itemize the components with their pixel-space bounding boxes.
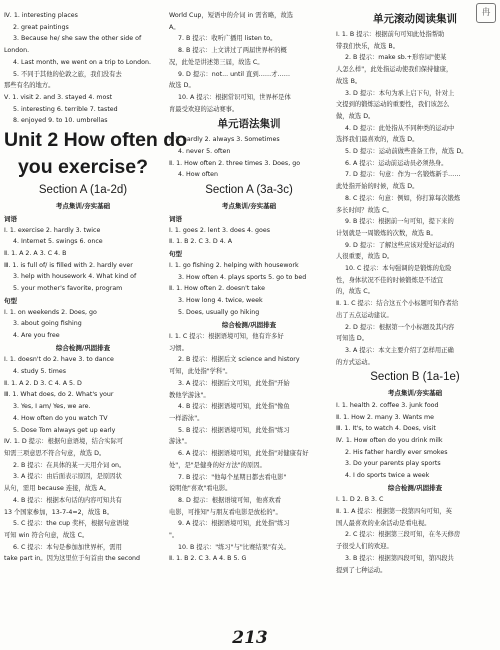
answer-line: 6. C 提示：本句是参加加世界杯，需用 [13,543,122,551]
answer-line: 9. B 提示：根据前一句可知，提下来的 [345,218,454,226]
answer-line: 说明他"喜欢"看电影。 [169,485,232,493]
answer-line: 6. A 提示：根据语境可知，此处指"对健康有好 [178,450,309,458]
unit-title: you exercise? [17,156,149,179]
answer-line: Ⅱ. 1. A 2. D 3. C 4. A 5. D [4,379,82,387]
exercise-banner: 考点集训/夯实基础 [55,202,111,211]
answer-line: 5. D 提示：运动前做些准备工作，故选 D。 [345,148,468,156]
answer-line: Ⅱ. 1. How 2. many 3. Wants me [336,413,435,421]
answer-line: 带我们快乐，故选 B。 [336,42,399,50]
answer-line: Ⅴ. 1. visit 2. and 3. stayed 4. most [4,93,113,101]
answer-line: 3. A 提示：本文主要介绍了怎样用正确 [345,346,454,354]
answer-line: 2. B 提示：make sb.+形容词"使某 [345,54,447,62]
answer-line: 那些有名的地方。 [4,82,55,90]
answer-line: 10. B 提示："练习"与"比赛结果"有关。 [178,543,290,551]
answer-line: 3. B 提示：根据第四段可知，第四段共 [345,554,454,562]
answer-line: Ⅱ. 1. B 2. C 3. A 4. B 5. G [169,555,247,563]
exercise-banner: 综合检测/巩固排查 [221,320,277,329]
exercise-banner: 综合检测/巩固排查 [55,343,111,352]
answer-column-right [336,10,494,622]
answer-line: Ⅲ. 1. What does, do 2. What's your [4,391,114,399]
answer-line: 2. great paintings [13,23,69,31]
answer-line: 4. I do sports twice a week [345,472,430,480]
corner-logo-mark: 冉 [476,3,496,23]
answer-line: Ⅱ. 1. How often 2. doesn't take [169,285,265,293]
answer-line: 5. C 提示：the cup 奖杯，根据句意语境 [13,520,129,528]
answer-line: 4. study 5. times [13,368,66,376]
answer-line: 2. His father hardly ever smokes [345,448,448,456]
answer-line: 5. Dose Tom always get up early [13,426,116,434]
answer-line: 的，故选 C。 [336,288,374,296]
section-heading: 单元滚动阅读集训 [373,13,457,25]
answer-line: 选择我们最喜欢的，故选 D。 [336,136,419,144]
category-label: 词语 [169,214,182,223]
answer-line: World Cup，短语中的介词 in 需省略，故选 [169,12,294,19]
answer-line: 3. about going fishing [13,320,82,328]
answer-line: 游泳"。 [169,438,191,446]
section-subtitle: Section B (1a-1e) [370,371,460,384]
answer-line: London. [4,47,30,55]
answer-line: 计划就是一周锻炼的次数，故选 B。 [336,229,437,237]
answer-line: Ⅱ. 1. B 2. C 3. D 4. A [169,238,233,246]
answer-line: take part in。因为这里位于句首由 the second [4,555,141,563]
category-label: 句型 [169,250,182,259]
answer-line: 5. interesting 6. terrible 7. tasted [13,105,118,113]
answer-line: 5. B 提示：根据语境可知，此处指"练习 [178,426,290,434]
answer-line: Ⅱ. 1. A 2. A 3. C 4. B [4,249,67,257]
answer-line: 从句，需用 because 连接，故选 A。 [4,485,110,493]
answer-line: 10. C 提示：本句强调的是锻炼的危险 [345,265,452,273]
answer-line: 3. How long 4. twice, week [178,297,263,305]
answer-line: 3. D 提示：本句为承上启下句，针对上 [345,89,455,97]
answer-line: 2. B 提示：根据后文 science and history [178,356,300,364]
answer-line: 故选 D。 [169,82,195,90]
answer-line: 13 个国家参加，13-7-4=2，故选 B。 [4,508,114,516]
answer-line: 3. A 提示：由后面表示原因，是原因状 [13,473,122,481]
answer-line: 3. help with housework 4. What kind of [13,273,137,281]
answer-line: 7. D 提示：句意：作为一名锻炼新手…… [345,171,461,179]
answer-line: Ⅱ. 1. How often 2. three times 3. Does, go [169,159,301,167]
answer-line: Ⅰ. 1. B 提示：根据前句可知此处指帮助 [336,31,445,38]
answer-line: 国人最喜欢的业余活动是看电视。 [336,519,431,527]
answer-line: 可知，此处指"学科"。 [169,368,232,376]
answer-line: Ⅰ. 1. goes 2. lent 3. does 4. goes [169,226,270,234]
answer-line: 4. B 提示：根据语境可知，此处指"像鱼 [178,403,290,411]
answer-line: 提到了七种运动。 [336,566,387,574]
answer-line: 4. Are you free [13,332,60,340]
answer-line: 8. C 提示：句意：例如，你打算每次锻炼 [345,194,461,202]
answer-line: 习惯。 [169,344,188,352]
answer-line: 5. Does, usually go hiking [178,308,260,316]
answer-column-middle [169,10,329,622]
answer-line: 9. A 提示：根据语境可知，此处指"练习 [178,520,290,528]
answer-line: 处"，是"是健身的好方法"的原因。 [169,461,266,469]
answer-line: Ⅰ. 1. D 2. B 3. C [336,496,384,504]
answer-line: 9. D 提示：了解这些应该对爱好运动的 [345,241,455,249]
answer-line: Ⅰ. 1. go fishing 2. helping with housework [169,262,299,270]
answer-line: Ⅰ. 1. C 提示：根据语境可知，他有许多好 [169,333,284,341]
answer-line: Ⅱ. 1. C 提示：结合这五个小标题可知作者给 [336,300,459,308]
section-subtitle: Section A (3a-3c) [205,184,293,197]
answer-line: 电影，可推知"与朋友看电影是放松的"。 [169,508,282,516]
answer-line: 育最受欢迎的运动赛事。 [169,105,239,113]
answer-line: 3. Yes, I am/ Yes, we are. [13,403,91,411]
answer-line: 4. Internet 5. swings 6. once [13,238,103,246]
answer-line: 7. B 提示：收听广播用 listen to。 [178,35,277,43]
answer-line: 8. D 提示：根据语境可知，他喜欢看 [178,496,282,504]
unit-title: Unit 2 How often do [4,129,188,152]
answer-line: 的方式运动。 [336,358,374,366]
answer-line: Ⅰ. 1. doesn't do 2. have 3. to dance [4,356,114,364]
section-heading: 单元语法集训 [217,118,281,131]
answer-line: Ⅲ. 1. is full of/ is filled with 2. hardly ever [4,261,133,269]
answer-line: 可知 win 符合句意，故选 C。 [4,531,89,539]
answer-line: 4. B 提示：根据本句话的内容可知共有 [13,496,122,504]
answer-line: Ⅳ. 1. D 提示：根据句意语境，结合实际可 [4,438,124,446]
answer-line: Ⅱ. 1. A 提示：根据第一段第四句可知，英 [336,508,452,516]
answer-line: 此处指开始的时候，故选 D。 [336,183,419,191]
answer-line: 人怎么样"，此处指运动使我们保持健康， [336,66,453,74]
answer-line: 4. How often [178,171,219,179]
answer-line: 3. Do your parents play sports [345,460,441,468]
answer-line: 知需三项意思不符合句意，故选 D。 [4,449,106,457]
answer-line: Ⅳ. 1. How often do you drink milk [336,437,443,444]
answer-line: 5. your mother's favorite, program [13,285,123,293]
answer-line: 6. A 提示：运动前运动员必须热身。 [345,159,448,167]
answer-line: 人很重要，故选 D。 [336,253,394,261]
answer-line: 3. A 提示：根据后文可知，此处指"开始 [178,379,290,387]
answer-line: 性，身体状况不佳的时候锻炼是不适宜 [336,276,444,284]
answer-line: 7. B 提示："他每个星期日都去看电影" [178,473,287,481]
answer-line: 出了五点运动建议。 [336,311,393,319]
exercise-banner: 综合检测/巩固排查 [387,483,443,492]
answer-line: 一样游泳"。 [169,414,204,422]
answer-line: 5. 不同于其他的伦敦之旅，我们没有去 [13,70,122,78]
answer-line: 8. B 提示：上文讲过了两届世界杯的概 [178,47,287,55]
answer-line: Ⅰ. 1. hardly 2. always 3. Sometimes [169,136,280,144]
answer-line: 况，此处是讲述第三届，故选 C。 [169,58,264,66]
answer-line: 2. B 提示：在具体的某一天用介词 on。 [13,461,126,469]
section-subtitle: Section A (1a-2d) [38,184,128,197]
answer-line: 多长时间？故选 C。 [336,206,393,214]
answer-line: 3. Because he/ she saw the other side of [13,35,142,43]
page-number: 213 [232,628,268,648]
answer-line: 故选 B。 [336,77,362,85]
exercise-banner: 考点集训/夯实基础 [387,389,443,398]
answer-line: 2. D 提示：根据第一个小标题及其内容 [345,323,455,331]
answer-line: 4. never 5. often [178,148,231,156]
answer-line: 做，故选 D。 [336,112,375,120]
answer-line: 10. A 提示：根据常识可知，世界杯是体 [178,93,291,101]
answer-line: Ⅲ. 1. It's, to watch 4. Does, visit [336,425,436,433]
answer-line: 8. enjoyed 9. to 10. umbrellas [13,117,108,125]
answer-line: "。 [169,532,179,540]
answer-line: 文提到的锻炼运动的重要性，我们该怎么 [336,101,450,109]
answer-line: 3. How often 4. plays sports 5. go to bed [178,273,307,281]
answer-line: Ⅳ. 1. interesting places [4,12,78,19]
exercise-banner: 考点集训/夯实基础 [221,202,277,211]
answer-line: 可知选 D。 [336,335,369,343]
category-label: 句型 [4,296,17,305]
answer-line: 4. D 提示：此处指从不同种类的运动中 [345,124,455,132]
answer-line: Ⅰ. 1. on weekends 2. Does, go [4,308,97,316]
answer-line: 4. Last month, we went on a trip to London. [13,58,151,66]
answer-line: Ⅰ. 1. exercise 2. hardly 3. twice [4,226,101,234]
answer-line: 4. How often do you watch TV [13,414,108,422]
answer-line: 子很受人们的欢迎。 [336,543,393,551]
answer-line: Ⅰ. 1. health 2. coffee 3. junk food [336,401,439,409]
answer-line: 教他学游泳"。 [169,391,210,399]
category-label: 词语 [4,214,17,223]
answer-line: 2. C 提示：根据第三段可知，在冬天修房 [345,531,461,539]
answer-line: 9. D 提示：not... until 直到……才…… [178,70,291,78]
answer-line: A。 [169,23,180,31]
